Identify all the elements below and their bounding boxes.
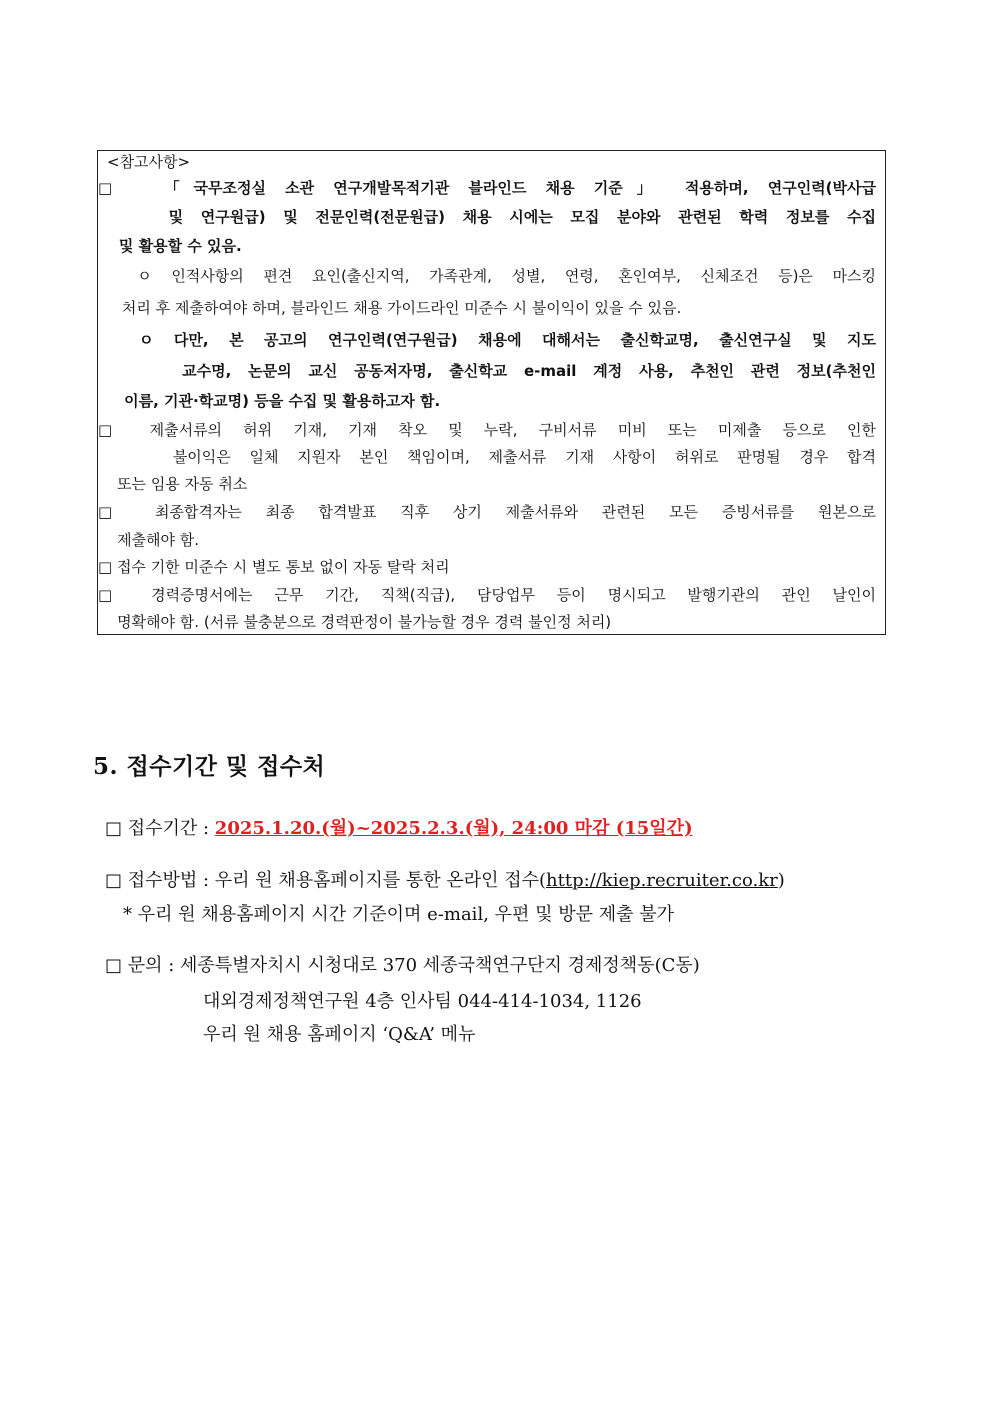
note-line-16: 명확해야 함. (서류 불충분으로 경력판정이 불가능할 경우 경력 불인정 처리): [98, 613, 612, 631]
note-line-15: □ 경력증명서에는 근무 기간, 직책(직급), 담당업무 등이 명시되고 발행기관의 관인 날인이: [98, 586, 876, 604]
note-line-4: ㅇ 인적사항의 편견 요인(출신지역, 가족관계, 성별, 연령, 혼인여부, 신체조건 등)은 마스킹: [98, 267, 876, 285]
note-line-1: □ 「국무조정실 소관 연구개발목적기관 블라인드 채용 기준」 적용하며, 연구인력(박사급: [98, 179, 876, 197]
note-line-11: 또는 임용 자동 취소: [98, 475, 248, 493]
inquiry-line-3: 우리 원 채용 홈페이지 ‘Q&A’ 메뉴: [203, 1024, 476, 1045]
note-line-3: 및 활용할 수 있음.: [98, 237, 242, 255]
note-line-10: 불이익은 일체 지원자 본인 책임이며, 제출서류 기재 사항이 허위로 판명될 경우 합격: [98, 448, 876, 466]
period-item: [105, 814, 693, 840]
section-title: 5. 접수기간 및 접수처: [93, 753, 326, 780]
method-note: * 우리 원 채용홈페이지 시간 기준이며 e-mail, 우편 및 방문 제출 불가: [123, 904, 675, 925]
note-line-6: ㅇ 다만, 본 공고의 연구인력(연구원급) 채용에 대해서는 출신학교명, 출신연구실 및 지도: [98, 331, 876, 349]
note-line-5: 처리 후 제출하여야 하며, 블라인드 채용 가이드라인 미준수 시 불이익이 있을 수 있음.: [98, 299, 682, 317]
inquiry-line-2: 대외경제정책연구원 4층 인사팀 044-414-1034, 1126: [203, 991, 642, 1012]
reference-notes-box: [97, 150, 886, 635]
inquiry-line-1: □ 문의 : 세종특별자치시 시청대로 370 세종국책연구단지 경제정책동(C동): [105, 955, 700, 976]
note-line-2: 및 연구원급) 및 전문인력(전문원급) 채용 시에는 모집 분야와 관련된 학력 정보를 수집: [98, 208, 876, 226]
period-value: 2025.1.20.(월)~2025.2.3.(월), 24:00 마감 (15일간): [214, 818, 693, 839]
period-label: □ 접수기간 :: [105, 818, 215, 839]
note-line-8: 이름, 기관·학교명) 등을 수집 및 활용하고자 함.: [98, 392, 441, 410]
recruit-site-link[interactable]: http://kiep.recruiter.co.kr: [546, 870, 778, 891]
method-label: □ 접수방법 : 우리 원 채용홈페이지를 통한 온라인 접수(: [105, 870, 547, 891]
method-item: [105, 866, 785, 892]
note-line-12: □ 최종합격자는 최종 합격발표 직후 상기 제출서류와 관련된 모든 증빙서류를 원본으로: [98, 503, 876, 521]
note-line-9: □ 제출서류의 허위 기재, 기재 착오 및 누락, 구비서류 미비 또는 미제출 등으로 인한: [98, 421, 876, 439]
note-line-7: 교수명, 논문의 교신 공동저자명, 출신학교 e-mail 계정 사용, 추천인 관련 정보(추천인: [98, 362, 876, 380]
note-line-14: □ 접수 기한 미준수 시 별도 통보 없이 자동 탈락 처리: [98, 558, 450, 576]
note-line-13: 제출해야 함.: [98, 531, 200, 549]
notes-title: <참고사항>: [107, 153, 191, 171]
method-close: ): [777, 870, 785, 891]
